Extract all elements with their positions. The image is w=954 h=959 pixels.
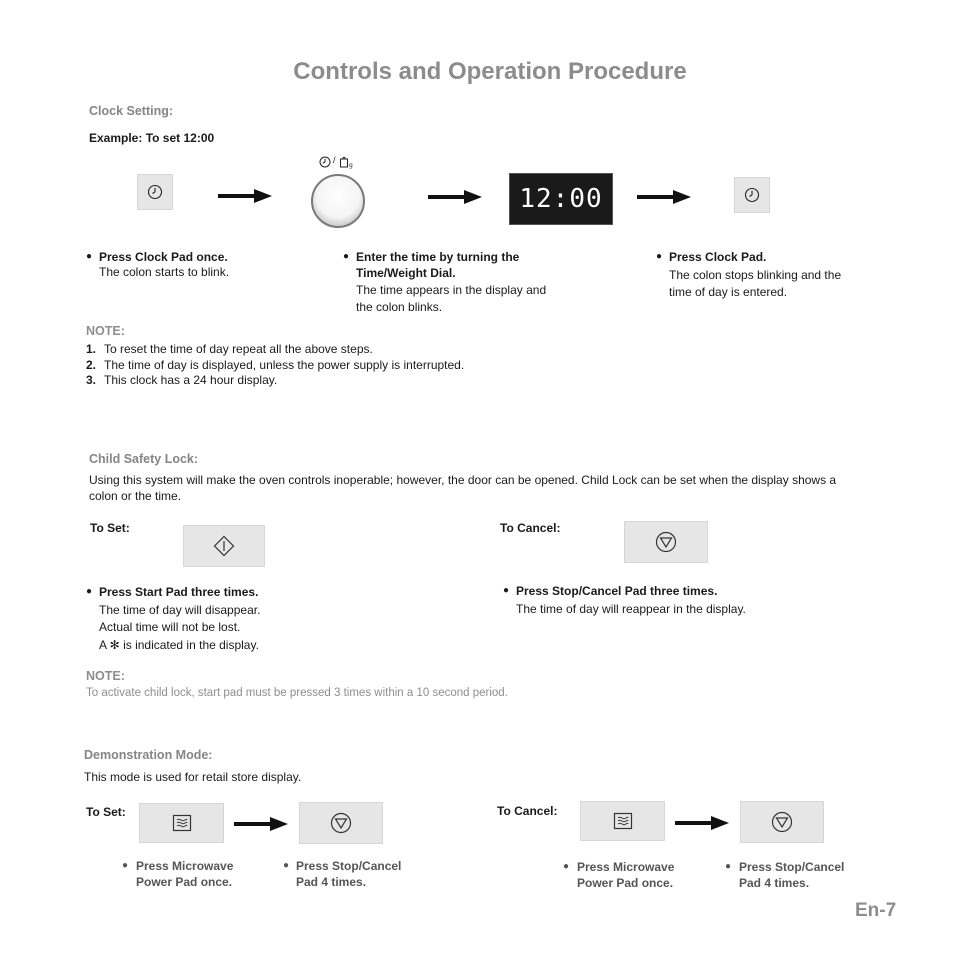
step-line: Power Pad once. bbox=[136, 875, 233, 889]
demo-cancel-step-1 bbox=[563, 859, 713, 891]
child-lock-to-cancel: To Cancel: bbox=[500, 521, 561, 535]
clock-pad[interactable] bbox=[734, 177, 770, 213]
step-text: A ✻ is indicated in the display. bbox=[99, 638, 259, 652]
step-bold: Enter the time by turning the bbox=[356, 250, 520, 264]
bullet: ● bbox=[343, 251, 350, 262]
clock-icon bbox=[147, 184, 163, 200]
bullet: ● bbox=[656, 251, 663, 262]
child-lock-description bbox=[89, 472, 909, 504]
step-bold: Press Clock Pad once. bbox=[99, 250, 228, 264]
microwave-icon bbox=[172, 814, 192, 832]
clock-setting-heading: Clock Setting: bbox=[89, 104, 174, 118]
note-item: 1. To reset the time of day repeat all the above steps. bbox=[86, 342, 373, 356]
step-text: The time of day will reappear in the display. bbox=[516, 602, 746, 616]
arrow-right-icon bbox=[218, 189, 272, 203]
arrow-right-icon bbox=[675, 816, 729, 830]
description-line: colon or the time. bbox=[89, 489, 182, 503]
microwave-power-pad[interactable] bbox=[580, 801, 665, 841]
demo-to-cancel: To Cancel: bbox=[497, 804, 558, 818]
demo-heading: Demonstration Mode: bbox=[84, 748, 213, 762]
bullet: ● bbox=[563, 861, 570, 872]
clock-step-3 bbox=[656, 249, 896, 300]
step-text: time of day is entered. bbox=[669, 285, 788, 299]
arrow-right-icon bbox=[234, 817, 288, 831]
step-text: The colon stops blinking and the bbox=[669, 268, 842, 282]
stop-cancel-pad[interactable] bbox=[740, 801, 824, 843]
clock-icon bbox=[744, 187, 760, 203]
bullet: ● bbox=[86, 586, 93, 597]
step-line: Press Microwave bbox=[577, 860, 675, 874]
child-lock-to-set: To Set: bbox=[90, 521, 130, 535]
bullet: ● bbox=[86, 251, 93, 262]
step-bold: Press Stop/Cancel Pad three times. bbox=[516, 584, 718, 598]
clock-pad[interactable] bbox=[137, 174, 173, 210]
clock-step-2 bbox=[343, 249, 583, 315]
step-bold: Press Clock Pad. bbox=[669, 250, 767, 264]
step-text: The colon starts to blink. bbox=[99, 265, 230, 279]
step-text: Actual time will not be lost. bbox=[99, 620, 241, 634]
clock-note-list bbox=[86, 341, 686, 388]
step-line: Press Stop/Cancel bbox=[739, 860, 845, 874]
clock-note-label: NOTE: bbox=[86, 324, 125, 338]
child-lock-cancel-step bbox=[503, 583, 823, 617]
bullet: ● bbox=[503, 585, 510, 596]
weight-icon bbox=[339, 155, 355, 169]
arrow-right-icon bbox=[637, 190, 691, 204]
demo-to-set: To Set: bbox=[86, 805, 126, 819]
step-bold: Press Start Pad three times. bbox=[99, 585, 259, 599]
start-pad[interactable] bbox=[183, 525, 265, 567]
demo-set-step-1 bbox=[122, 858, 272, 890]
bullet: ● bbox=[725, 861, 732, 872]
note-item: 3. This clock has a 24 hour display. bbox=[86, 373, 278, 387]
child-lock-set-step bbox=[86, 584, 346, 653]
time-weight-dial[interactable] bbox=[311, 174, 365, 228]
bullet: ● bbox=[283, 860, 290, 871]
stop-cancel-pad[interactable] bbox=[624, 521, 708, 563]
step-text: The time of day will disappear. bbox=[99, 603, 261, 617]
bullet: ● bbox=[122, 860, 129, 871]
clock-example: Example: To set 12:00 bbox=[89, 131, 215, 145]
step-text: The time appears in the display and bbox=[356, 283, 547, 297]
stop-icon bbox=[771, 811, 793, 833]
dial-label: / g bbox=[319, 155, 359, 169]
step-line: Pad 4 times. bbox=[739, 876, 810, 890]
step-text: the colon blinks. bbox=[356, 300, 443, 314]
clock-step-1 bbox=[86, 249, 306, 280]
child-lock-heading: Child Safety Lock: bbox=[89, 452, 199, 466]
arrow-right-icon bbox=[428, 190, 482, 204]
clock-icon bbox=[319, 156, 331, 168]
description-line: Using this system will make the oven controls inoperable; however, the door can be opened. Child Lock can be set when the display shows a bbox=[89, 473, 837, 487]
display-time: 12:00 bbox=[519, 184, 603, 214]
oven-display bbox=[509, 173, 613, 225]
microwave-icon bbox=[613, 812, 633, 830]
page-title: Controls and Operation Procedure bbox=[293, 58, 687, 85]
start-icon bbox=[213, 535, 235, 557]
note-item: 2. The time of day is displayed, unless the power supply is interrupted. bbox=[86, 357, 465, 372]
microwave-power-pad[interactable] bbox=[139, 803, 224, 843]
stop-icon bbox=[655, 531, 677, 553]
step-line: Press Microwave bbox=[136, 859, 234, 873]
step-line: Pad 4 times. bbox=[296, 875, 367, 889]
step-line: Power Pad once. bbox=[577, 876, 674, 890]
step-line: Press Stop/Cancel bbox=[296, 859, 402, 873]
child-lock-note-text: To activate child lock, start pad must be pressed 3 times within a 10 second period. bbox=[86, 687, 508, 699]
stop-icon bbox=[330, 812, 352, 834]
child-lock-note-label: NOTE: bbox=[86, 669, 125, 683]
page-number: En-7 bbox=[855, 900, 897, 921]
svg-text:g: g bbox=[349, 162, 353, 169]
demo-cancel-step-2 bbox=[725, 859, 875, 891]
step-bold: Time/Weight Dial. bbox=[356, 266, 456, 280]
demo-set-step-2 bbox=[283, 858, 433, 890]
demo-description: This mode is used for retail store display. bbox=[84, 770, 302, 784]
stop-cancel-pad[interactable] bbox=[299, 802, 383, 844]
